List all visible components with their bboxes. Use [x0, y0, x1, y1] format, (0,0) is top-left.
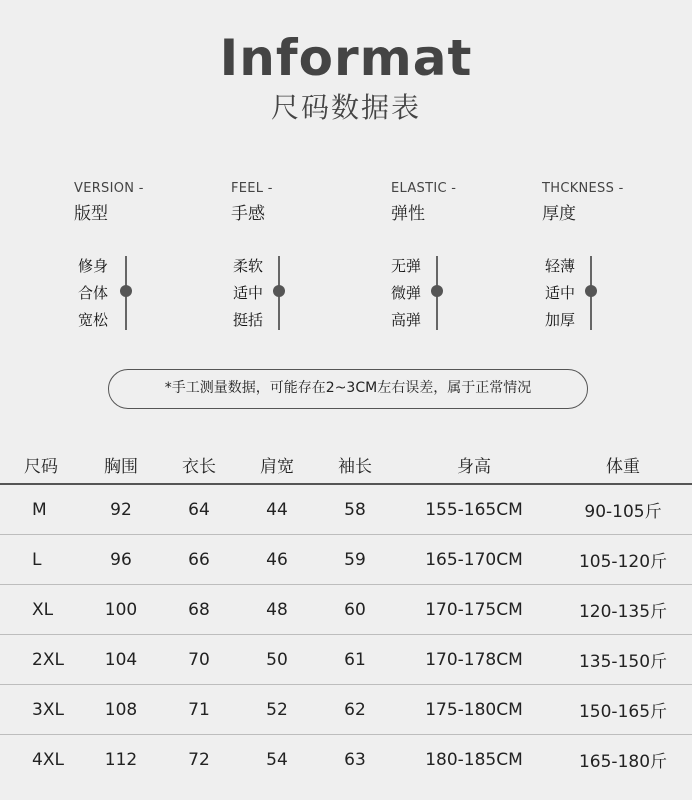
table-row [0, 635, 692, 685]
table-cell: 155-165CM [394, 484, 554, 535]
table-cell: 165-180斤 [578, 752, 668, 772]
attribute-feel [231, 180, 273, 226]
elastic-options [391, 253, 421, 334]
table-cell: 48 [238, 585, 316, 635]
option-label: 挺括 [233, 311, 264, 329]
column-header: 衣长 [160, 445, 238, 484]
table-cell: 150-165斤 [554, 685, 692, 735]
table-cell: 135-150斤 [554, 635, 692, 685]
size-label-cell: 4XL [32, 749, 64, 770]
table-cell: 54 [266, 749, 288, 770]
column-header: 肩宽 [238, 445, 316, 484]
option-label: 轻薄 [545, 257, 576, 275]
feel-options [233, 253, 263, 334]
attribute-zh-label: 手感 [231, 204, 265, 224]
option-label: 柔软 [233, 257, 264, 275]
table-cell: 170-175CM [394, 585, 554, 635]
column-header: 身高 [394, 445, 554, 484]
size-label-cell: L [0, 535, 82, 585]
table-cell: 175-180CM [394, 685, 554, 735]
table-row [0, 585, 692, 635]
table-cell: 120-135斤 [554, 585, 692, 635]
version-options [78, 253, 108, 334]
table-cell: 170-178CM [394, 635, 554, 685]
table-cell: 68 [160, 585, 238, 635]
column-header: 胸围 [82, 445, 160, 484]
table-cell: 60 [316, 585, 394, 635]
scale-indicator-dot [273, 285, 285, 297]
table-cell: 62 [316, 685, 394, 735]
attribute-zh-label: 厚度 [542, 204, 576, 224]
attribute-en-label: VERSION - [74, 181, 144, 196]
table-row [0, 735, 692, 785]
option-label: 高弹 [391, 311, 422, 329]
table-row [0, 535, 692, 585]
table-cell: 92 [82, 484, 160, 535]
table-cell: 71 [160, 685, 238, 735]
table-cell: 70 [160, 635, 238, 685]
option-label: 适中 [545, 284, 576, 302]
attribute-en-label: FEEL - [231, 181, 273, 196]
size-label-cell: 3XL [0, 685, 82, 735]
table-cell: 46 [238, 535, 316, 585]
table-cell: 58 [316, 484, 394, 535]
attribute-version [74, 180, 144, 226]
scale-indicator-dot [120, 285, 132, 297]
table-cell: 165-170CM [394, 535, 554, 585]
table-cell: 90-105斤 [554, 484, 692, 535]
table-cell: 104 [82, 635, 160, 685]
table-cell: 61 [316, 635, 394, 685]
table-row [0, 484, 692, 535]
table-cell: 100 [82, 585, 160, 635]
scale-indicator-dot [431, 285, 443, 297]
attribute-en-label: ELASTIC - [391, 181, 457, 196]
column-header: 体重 [554, 445, 692, 484]
table-cell: 50 [238, 635, 316, 685]
table-cell: 112 [104, 749, 138, 770]
option-label: 无弹 [391, 257, 422, 275]
table-row [0, 685, 692, 735]
table-header-row [0, 445, 692, 484]
table-cell: 96 [82, 535, 160, 585]
option-label: 宽松 [78, 311, 109, 329]
size-label-cell: 2XL [0, 635, 82, 685]
option-label: 加厚 [545, 311, 576, 329]
table-cell: 72 [188, 749, 210, 770]
table-cell: 66 [160, 535, 238, 585]
scale-indicator-dot [585, 285, 597, 297]
attribute-thickness [542, 180, 624, 226]
thickness-options [545, 253, 575, 334]
size-table [0, 445, 692, 784]
table-cell: 180-185CM [425, 749, 523, 770]
table-cell: 108 [82, 685, 160, 735]
option-label: 微弹 [391, 284, 422, 302]
attribute-en-label: THCKNESS - [542, 181, 624, 196]
option-label: 修身 [78, 257, 109, 275]
attribute-zh-label: 版型 [74, 204, 108, 224]
table-cell: 59 [316, 535, 394, 585]
table-cell: 105-120斤 [554, 535, 692, 585]
option-label: 适中 [233, 284, 264, 302]
attribute-zh-label: 弹性 [391, 204, 425, 224]
attribute-elastic [391, 180, 456, 226]
page-subtitle: 尺码数据表 [270, 91, 421, 124]
column-header: 袖长 [316, 445, 394, 484]
measurement-note: *手工测量数据，可能存在2~3CM左右误差，属于正常情况 [108, 369, 588, 409]
size-label-cell: XL [0, 585, 82, 635]
size-label-cell: M [0, 484, 82, 535]
table-cell: 52 [238, 685, 316, 735]
page-title: Informat [219, 29, 473, 87]
table-cell: 64 [160, 484, 238, 535]
column-header: 尺码 [0, 445, 82, 484]
table-cell: 44 [238, 484, 316, 535]
table-cell: 63 [344, 749, 366, 770]
option-label: 合体 [78, 284, 109, 302]
